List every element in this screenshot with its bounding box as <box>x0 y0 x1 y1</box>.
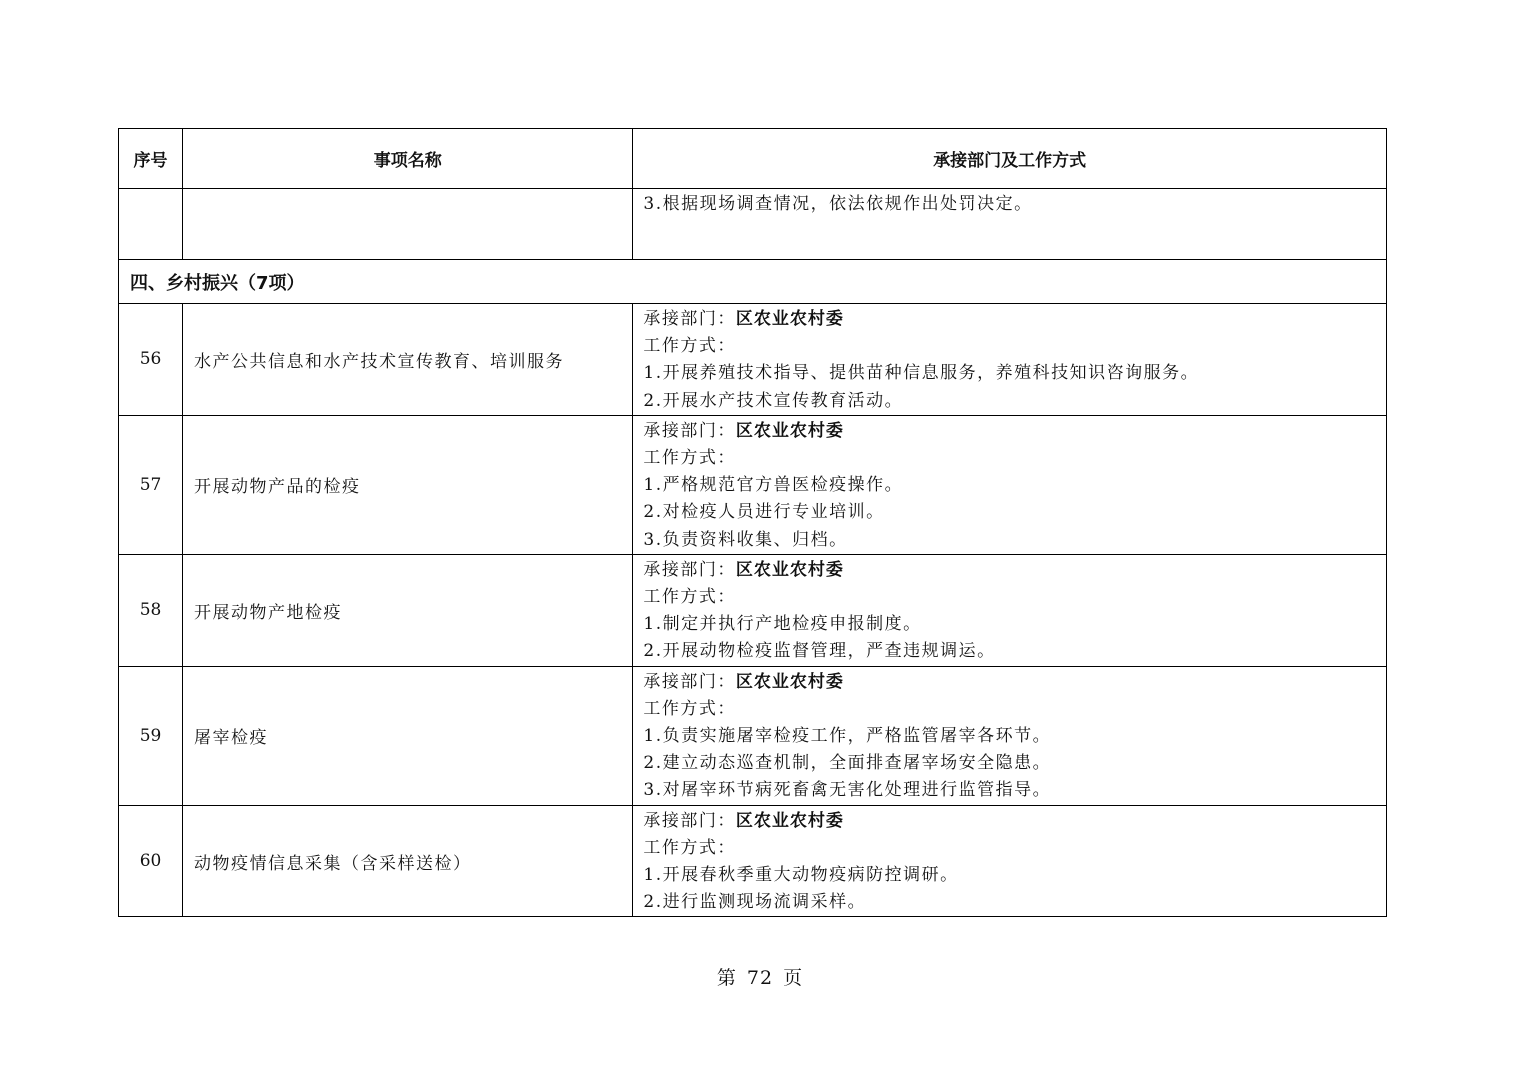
item-name: 屠宰检疫 <box>183 666 633 805</box>
dept-line <box>643 306 1386 333</box>
continuation-line: 3.根据现场调查情况，依法依规作出处罚决定。 <box>643 194 1033 214</box>
header-dept: 承接部门及工作方式 <box>633 129 1387 189</box>
header-no: 序号 <box>119 129 183 189</box>
dept-label: 承接部门： <box>643 420 736 441</box>
item-name: 开展动物产品的检疫 <box>183 415 633 554</box>
item-number: 57 <box>119 415 183 554</box>
method-item: 1.开展养殖技术指导、提供苗种信息服务，养殖科技知识咨询服务。 <box>643 363 1200 384</box>
item-number: 58 <box>119 554 183 666</box>
item-number: 60 <box>119 805 183 917</box>
continuation-no-cell <box>119 189 183 260</box>
item-dept-method <box>633 805 1387 917</box>
dept-value: 区农业农村委 <box>735 559 844 580</box>
method-label: 工作方式： <box>643 837 736 858</box>
method-item: 1.负责实施屠宰检疫工作，严格监管屠宰各环节。 <box>643 726 1052 747</box>
method-label: 工作方式： <box>643 336 736 357</box>
table-row <box>119 415 1387 554</box>
method-item: 2.建立动态巡查机制，全面排查屠宰场安全隐患。 <box>643 753 1052 774</box>
method-item: 1.严格规范官方兽医检疫操作。 <box>643 475 904 496</box>
continuation-row <box>119 189 1387 260</box>
dept-value: 区农业农村委 <box>735 671 844 692</box>
method-item: 3.对屠宰环节病死畜禽无害化处理进行监管指导。 <box>643 780 1052 801</box>
method-label: 工作方式： <box>643 587 736 608</box>
item-dept-method <box>633 554 1387 666</box>
dept-label: 承接部门： <box>643 559 736 580</box>
header-name: 事项名称 <box>183 129 633 189</box>
item-name: 开展动物产地检疫 <box>183 554 633 666</box>
page-number <box>0 963 1520 990</box>
items-table <box>118 128 1387 917</box>
item-name: 水产公共信息和水产技术宣传教育、培训服务 <box>183 304 633 416</box>
dept-label: 承接部门： <box>643 309 736 329</box>
item-dept-method <box>633 415 1387 554</box>
method-item: 1.制定并执行产地检疫申报制度。 <box>643 614 922 635</box>
method-item: 2.对检疫人员进行专业培训。 <box>643 502 885 523</box>
method-item: 2.开展动物检疫监督管理，严查违规调运。 <box>643 641 996 662</box>
dept-value: 区农业农村委 <box>735 309 844 329</box>
page-prefix: 第 <box>716 967 737 989</box>
dept-line <box>643 808 1386 835</box>
table-row <box>119 805 1387 917</box>
section-title: 四、乡村振兴（7项） <box>119 260 1387 304</box>
dept-line <box>643 557 1386 584</box>
table-header-row <box>119 129 1387 189</box>
method-item: 2.开展水产技术宣传教育活动。 <box>643 390 904 411</box>
continuation-dept-cell <box>633 189 1387 260</box>
continuation-name-cell <box>183 189 633 260</box>
method-label: 工作方式： <box>643 448 736 469</box>
dept-value: 区农业农村委 <box>735 810 844 831</box>
method-item: 2.进行监测现场流调采样。 <box>643 892 867 913</box>
item-name: 动物疫情信息采集（含采样送检） <box>183 805 633 917</box>
table-row <box>119 554 1387 666</box>
dept-label: 承接部门： <box>643 671 736 692</box>
item-number: 56 <box>119 304 183 416</box>
dept-value: 区农业农村委 <box>735 420 844 441</box>
method-item: 3.负责资料收集、归档。 <box>643 529 848 550</box>
item-dept-method <box>633 666 1387 805</box>
table-row <box>119 666 1387 805</box>
page-suffix: 页 <box>783 967 804 989</box>
dept-line <box>643 669 1386 696</box>
dept-line <box>643 418 1386 445</box>
section-row <box>119 260 1387 304</box>
dept-label: 承接部门： <box>643 810 736 831</box>
table-row <box>119 304 1387 416</box>
page-number-value: 72 <box>746 967 774 989</box>
item-number: 59 <box>119 666 183 805</box>
method-item: 1.开展春秋季重大动物疫病防控调研。 <box>643 865 959 886</box>
item-dept-method <box>633 304 1387 416</box>
method-label: 工作方式： <box>643 698 736 719</box>
